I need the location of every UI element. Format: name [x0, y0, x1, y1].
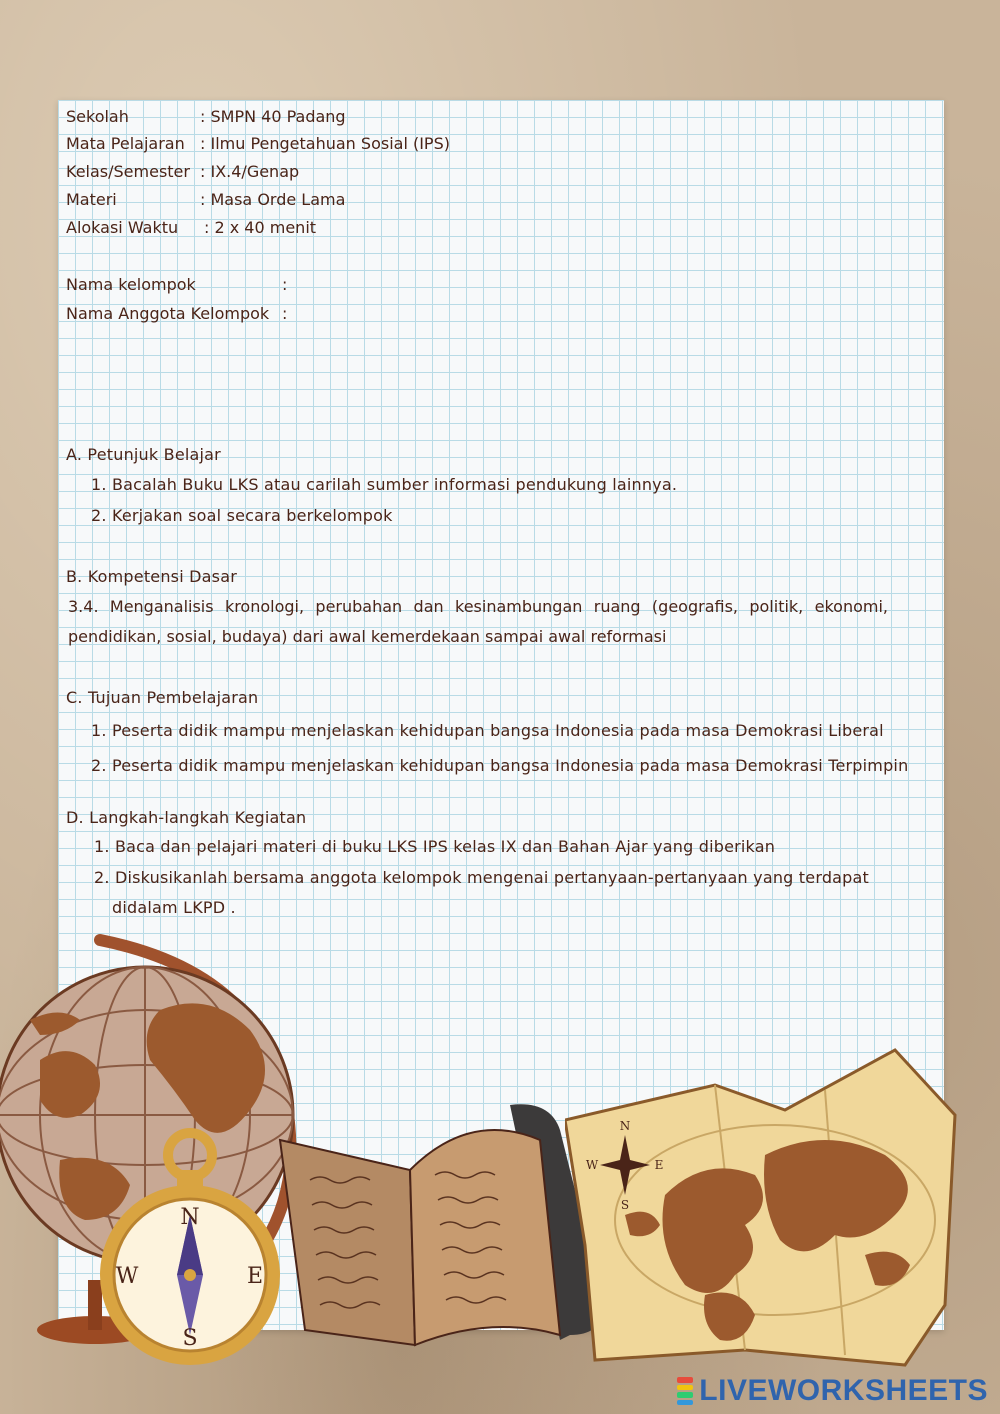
map-compass-n: N — [619, 1119, 631, 1133]
value-materi: : Masa Orde Lama — [200, 190, 346, 209]
compass-letter-w: W — [115, 1264, 139, 1289]
group-members-colon: : — [282, 304, 288, 323]
map-compass-s: S — [620, 1198, 630, 1212]
section-c-item-1: 1. Peserta didik mampu menjelaskan kehidupan bangsa Indonesia pada masa Demokrasi Liberal — [91, 721, 884, 740]
compass-letter-s: S — [182, 1326, 198, 1351]
section-d-item-2-cont: didalam LKPD . — [112, 898, 236, 917]
section-a-item-1: 1. Bacalah Buku LKS atau carilah sumber informasi pendukung lainnya. — [91, 475, 678, 494]
section-d-item-1: 1. Baca dan pelajari materi di buku LKS IPS kelas IX dan Bahan Ajar yang diberikan — [94, 837, 776, 856]
label-materi: Materi — [66, 190, 117, 209]
section-b-title: B. Kompetensi Dasar — [66, 567, 237, 586]
label-alokasi-waktu: Alokasi Waktu — [66, 218, 179, 237]
value-sekolah: : SMPN 40 Padang — [200, 107, 346, 126]
pocket-compass-illustration — [95, 1120, 285, 1370]
liveworksheets-brand[interactable] — [677, 1374, 988, 1408]
label-mata-pelajaran: Mata Pelajaran — [66, 134, 185, 153]
compass-letter-n: N — [180, 1205, 200, 1230]
map-compass-e: E — [654, 1158, 664, 1172]
value-alokasi-waktu: : 2 x 40 menit — [204, 218, 317, 237]
group-name-colon: : — [282, 275, 288, 294]
value-mata-pelajaran: : Ilmu Pengetahuan Sosial (IPS) — [200, 134, 450, 153]
section-d-item-2: 2. Diskusikanlah bersama anggota kelompok mengenai pertanyaan-pertanyaan yang terdapat — [94, 868, 870, 887]
section-a-title: A. Petunjuk Belajar — [66, 445, 221, 464]
group-members-label: Nama Anggota Kelompok — [66, 304, 270, 323]
value-kelas-semester: : IX.4/Genap — [200, 162, 300, 181]
compass-letter-e: E — [246, 1264, 264, 1289]
world-map-illustration — [565, 1045, 965, 1375]
label-kelas-semester: Kelas/Semester — [66, 162, 190, 181]
map-compass-w: W — [585, 1158, 599, 1172]
liveworksheets-logo-icon — [677, 1377, 693, 1405]
section-c-item-2: 2. Peserta didik mampu menjelaskan kehidupan bangsa Indonesia pada masa Demokrasi Terpimpin — [91, 756, 909, 775]
section-d-title: D. Langkah-langkah Kegiatan — [66, 808, 307, 827]
liveworksheets-logo-text: LIVEWORKSHEETS — [699, 1374, 988, 1407]
group-name-label: Nama kelompok — [66, 275, 196, 294]
section-c-title: C. Tujuan Pembelajaran — [66, 688, 259, 707]
label-sekolah: Sekolah — [66, 107, 129, 126]
section-a-item-2: 2. Kerjakan soal secara berkelompok — [91, 506, 393, 525]
section-b-text: 3.4. Menganalisis kronologi, perubahan dan kesinambungan ruang (geografis, politik, ekonomi, pendidikan, sosial, budaya) dari awal kemerdekaan sampai awal reformasi — [68, 597, 888, 646]
